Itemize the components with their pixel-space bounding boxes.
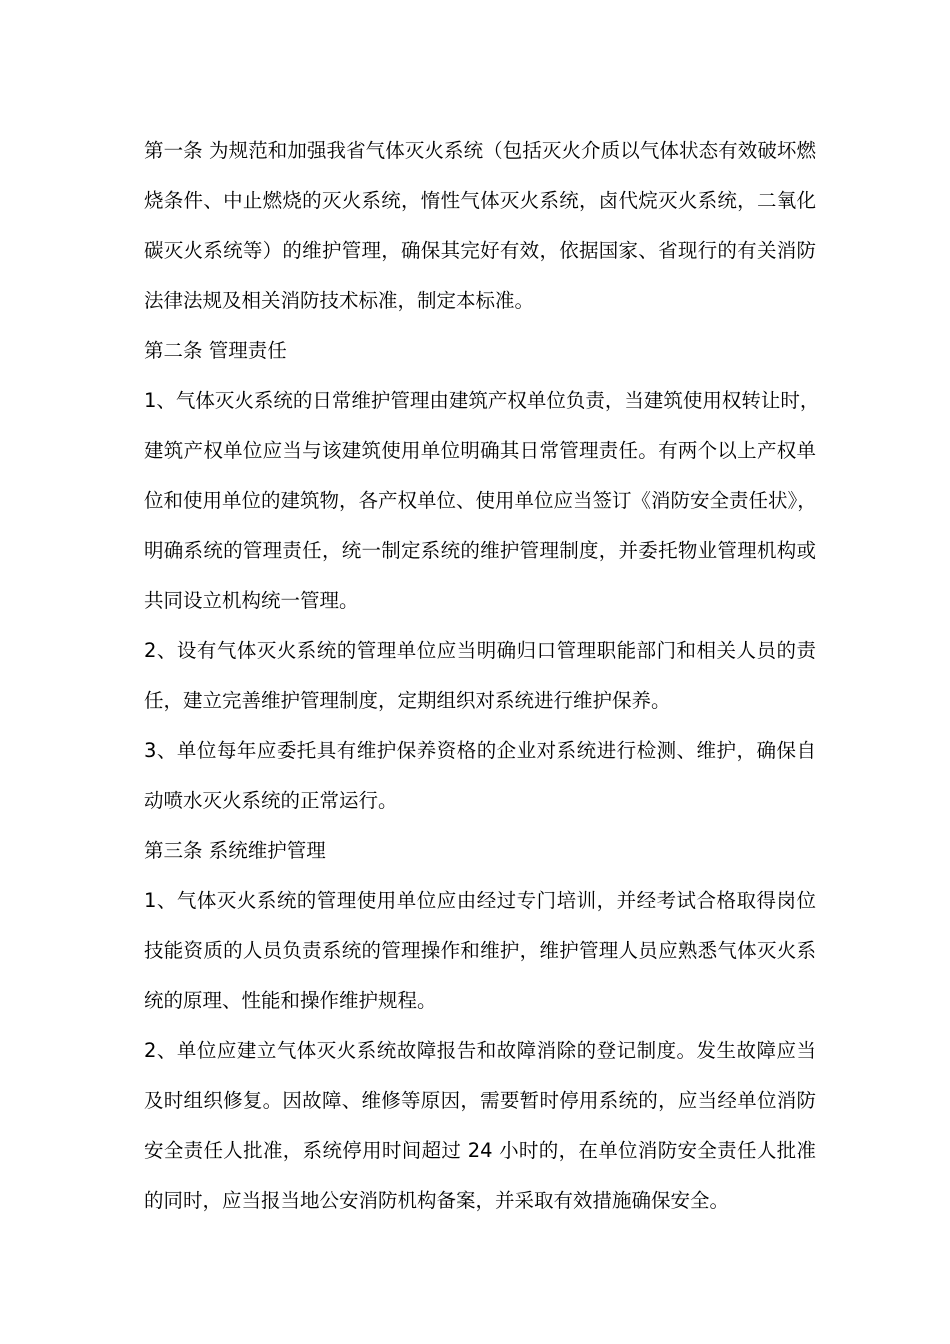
text-line: 统的原理、性能和操作维护规程。 <box>144 989 437 1012</box>
text-line: 1、气体灭火系统的管理使用单位应由经过专门培训，并经考试合格取得岗位 <box>144 889 816 912</box>
text-line: 位和使用单位的建筑物，各产权单位、使用单位应当签订《消防安全责任状》， <box>144 489 817 512</box>
section-heading: 第三条 系统维护管理 <box>144 839 326 862</box>
text-line: 2、设有气体灭火系统的管理单位应当明确归口管理职能部门和相关人员的责 <box>144 639 816 662</box>
document-body <box>144 126 820 1226</box>
text-line: 安全责任人批准，系统停用时间超过 24 小时的，在单位消防安全责任人批准 <box>144 1139 816 1162</box>
text-line: 2、单位应建立气体灭火系统故障报告和故障消除的登记制度。发生故障应当 <box>144 1039 816 1062</box>
text-line: 法律法规及相关消防技术标准，制定本标准。 <box>144 289 535 312</box>
text-line: 建筑产权单位应当与该建筑使用单位明确其日常管理责任。有两个以上产权单 <box>144 439 816 462</box>
text-line: 碳灭火系统等）的维护管理，确保其完好有效，依据国家、省现行的有关消防 <box>144 239 816 262</box>
text-line: 3、单位每年应委托具有维护保养资格的企业对系统进行检测、维护，确保自 <box>144 739 816 762</box>
text-line: 及时组织修复。因故障、维修等原因，需要暂时停用系统的，应当经单位消防 <box>144 1089 816 1112</box>
text-line: 技能资质的人员负责系统的管理操作和维护，维护管理人员应熟悉气体灭火系 <box>144 939 816 962</box>
text-line: 的同时，应当报当地公安消防机构备案，并采取有效措施确保安全。 <box>144 1189 730 1212</box>
text-line: 动喷水灭火系统的正常运行。 <box>144 789 398 812</box>
text-line: 任，建立完善维护管理制度，定期组织对系统进行维护保养。 <box>144 689 671 712</box>
section-heading: 第二条 管理责任 <box>144 339 287 362</box>
text-line: 1、气体灭火系统的日常维护管理由建筑产权单位负责，当建筑使用权转让时， <box>144 389 820 412</box>
text-line: 第一条 为规范和加强我省气体灭火系统（包括灭火介质以气体状态有效破坏燃 <box>144 139 816 162</box>
text-line: 烧条件、中止燃烧的灭火系统，惰性气体灭火系统，卤代烷灭火系统，二氧化 <box>144 189 816 212</box>
text-line: 共同设立机构统一管理。 <box>144 589 359 612</box>
text-line: 明确系统的管理责任，统一制定系统的维护管理制度，并委托物业管理机构或 <box>144 539 816 562</box>
